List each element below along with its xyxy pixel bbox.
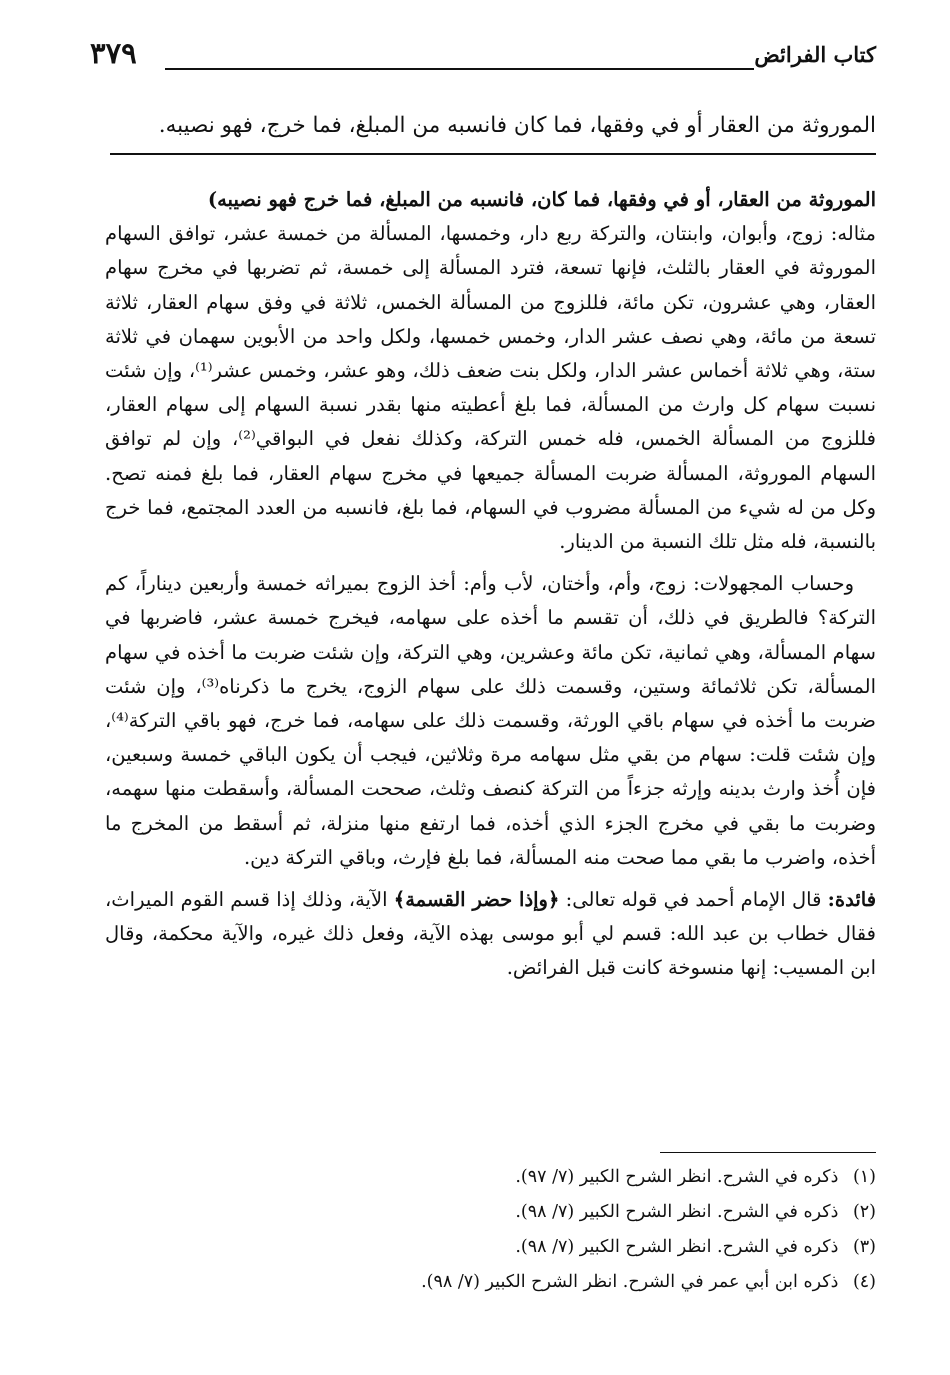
- faida-text-after: الآية، وذلك إذا قسم القوم الميراث، فقال خطاب بن عبد الله: قسم لي أبو موسى بهذه الآية، وفعل ذلك غيره، والآية محكمة، وقال ابن المسيب: إنها منسوخة كانت قبل الفرائض.: [105, 888, 876, 980]
- page-number: ٣٧٩: [90, 36, 137, 70]
- footnote-number: (٣): [852, 1237, 876, 1257]
- footnote: [300, 1265, 876, 1300]
- footnote-separator: [660, 1152, 876, 1153]
- footnote: [300, 1160, 876, 1195]
- matn-text: الموروثة من العقار أو في وفقها، فما كان فانسبه من المبلغ، فما خرج، فهو نصيبه.: [158, 113, 876, 138]
- running-header: [90, 36, 876, 80]
- faida-text-before: قال الإمام أحمد في قوله تعالى:: [559, 888, 828, 912]
- faida-label: فائدة:: [827, 888, 877, 912]
- footnotes: [300, 1160, 876, 1300]
- commentary-paragraph-1: مثاله: زوج، وأبوان، وابنتان، والتركة ربع دار، وخمسها، المسألة من خمسة عشر، توافق السهام الموروثة في العقار بالثلث، فإنها تسعة، فترد المسألة إلى خمسة، ثم تضربها في مخرج سهام العقار، وهي عشرون، تكن مائة، فللزوج من المسألة الخمس، ثلاثة في وفق سهام العقار، ثلاثة تسعة من مائة، وهي نصف عشر الدار، وخمس خمسها، ولكل واحد من الأبوين سهمان في ثلاثة ستة، وهي ثلاثة أخماس عشر الدار، ولكل بنت ضعف ذلك، وهو عشر، وخمس عشر⁽¹⁾، وإن شئت نسبت سهام كل وارث من المسألة، فما بلغ أعطيته منها بقدر نسبة السهام إلى سهام العقار، فللزوج من المسألة الخمس، فله خمس التركة، وكذلك نفعل في البواقي⁽²⁾، وإن لم توافق السهام الموروثة، المسألة ضربت المسألة جميعها في مخرج سهام العقار، فما بلغ فمنه تصح. وكل من له شيء من المسألة مضروب في السهام، فما بلغ، فانسبه من العدد المجتمع، فما خرج بالنسبة، فله مثل تلك النسبة من الدينار.: [105, 222, 876, 554]
- commentary-paragraph-3: [105, 883, 876, 986]
- commentary-paragraph-2: وحساب المجهولات: زوج، وأم، وأختان، لأب وأم: أخذ الزوج بميراثه خمسة وأربعين ديناراً، كم التركة؟ فالطريق في ذلك، أن تقسم ما أخذه على سهامه، فيخرج خمسة عشر، فاضربها في سهام المسألة، وهي ثمانية، تكن مائة وعشرين، وهي التركة، وإن شئت ضربت ما أخذه في سهام المسألة، تكن ثلاثمائة وستين، وقسمت ذلك على سهام الزوج، يخرج ما ذكرناه⁽³⁾، وإن شئت ضربت ما أخذه في سهام باقي الورثة، وقسمت ذلك على سهامه، فما خرج، فهو باقي التركة⁽⁴⁾، وإن شئت قلت: سهام من بقي مثل سهامه مرة وثلاثين، فيجب أن يكون الباقي خمسة وسبعين، فإن أُخذ وارث بدينه وإرثه جزءاً من التركة كنصف وثلث، صححت المسألة، وأسقطت منها سهمه، وضربت ما بقي في مخرج الجزء الذي أخذه، فما ارتفع منها منزلة، ثم أسقط من المخرج ما أخذه، واضرب ما بقي مما صحت منه المسألة، فما بلغ فإرث، وباقي التركة دين.: [105, 572, 876, 869]
- footnote-text: ذكره ابن أبي عمر في الشرح. انظر الشرح الكبير (٧/ ٩٨).: [421, 1272, 839, 1292]
- commentary-heading: الموروثة من العقار، أو في وفقها، فما كان، فانسبه من المبلغ، فما خرج فهو نصيبه): [207, 188, 876, 211]
- footnote-text: ذكره في الشرح. انظر الشرح الكبير (٧/ ٩٧).: [515, 1167, 839, 1187]
- footnote: [300, 1230, 876, 1265]
- header-rule: [165, 68, 754, 70]
- chapter-title: كتاب الفرائض: [754, 42, 876, 67]
- footnote-number: (٤): [852, 1272, 876, 1292]
- footnote-text: ذكره في الشرح. انظر الشرح الكبير (٧/ ٩٨).: [515, 1202, 839, 1222]
- footnote: [300, 1195, 876, 1230]
- footnote-number: (٢): [852, 1202, 876, 1222]
- quran-verse: ﴿وإذا حضر القسمة﴾: [393, 888, 560, 912]
- footnote-number: (١): [852, 1167, 876, 1187]
- footnote-text: ذكره في الشرح. انظر الشرح الكبير (٧/ ٩٨).: [515, 1237, 839, 1257]
- commentary-body: [105, 183, 876, 986]
- matn-divider: [110, 153, 876, 155]
